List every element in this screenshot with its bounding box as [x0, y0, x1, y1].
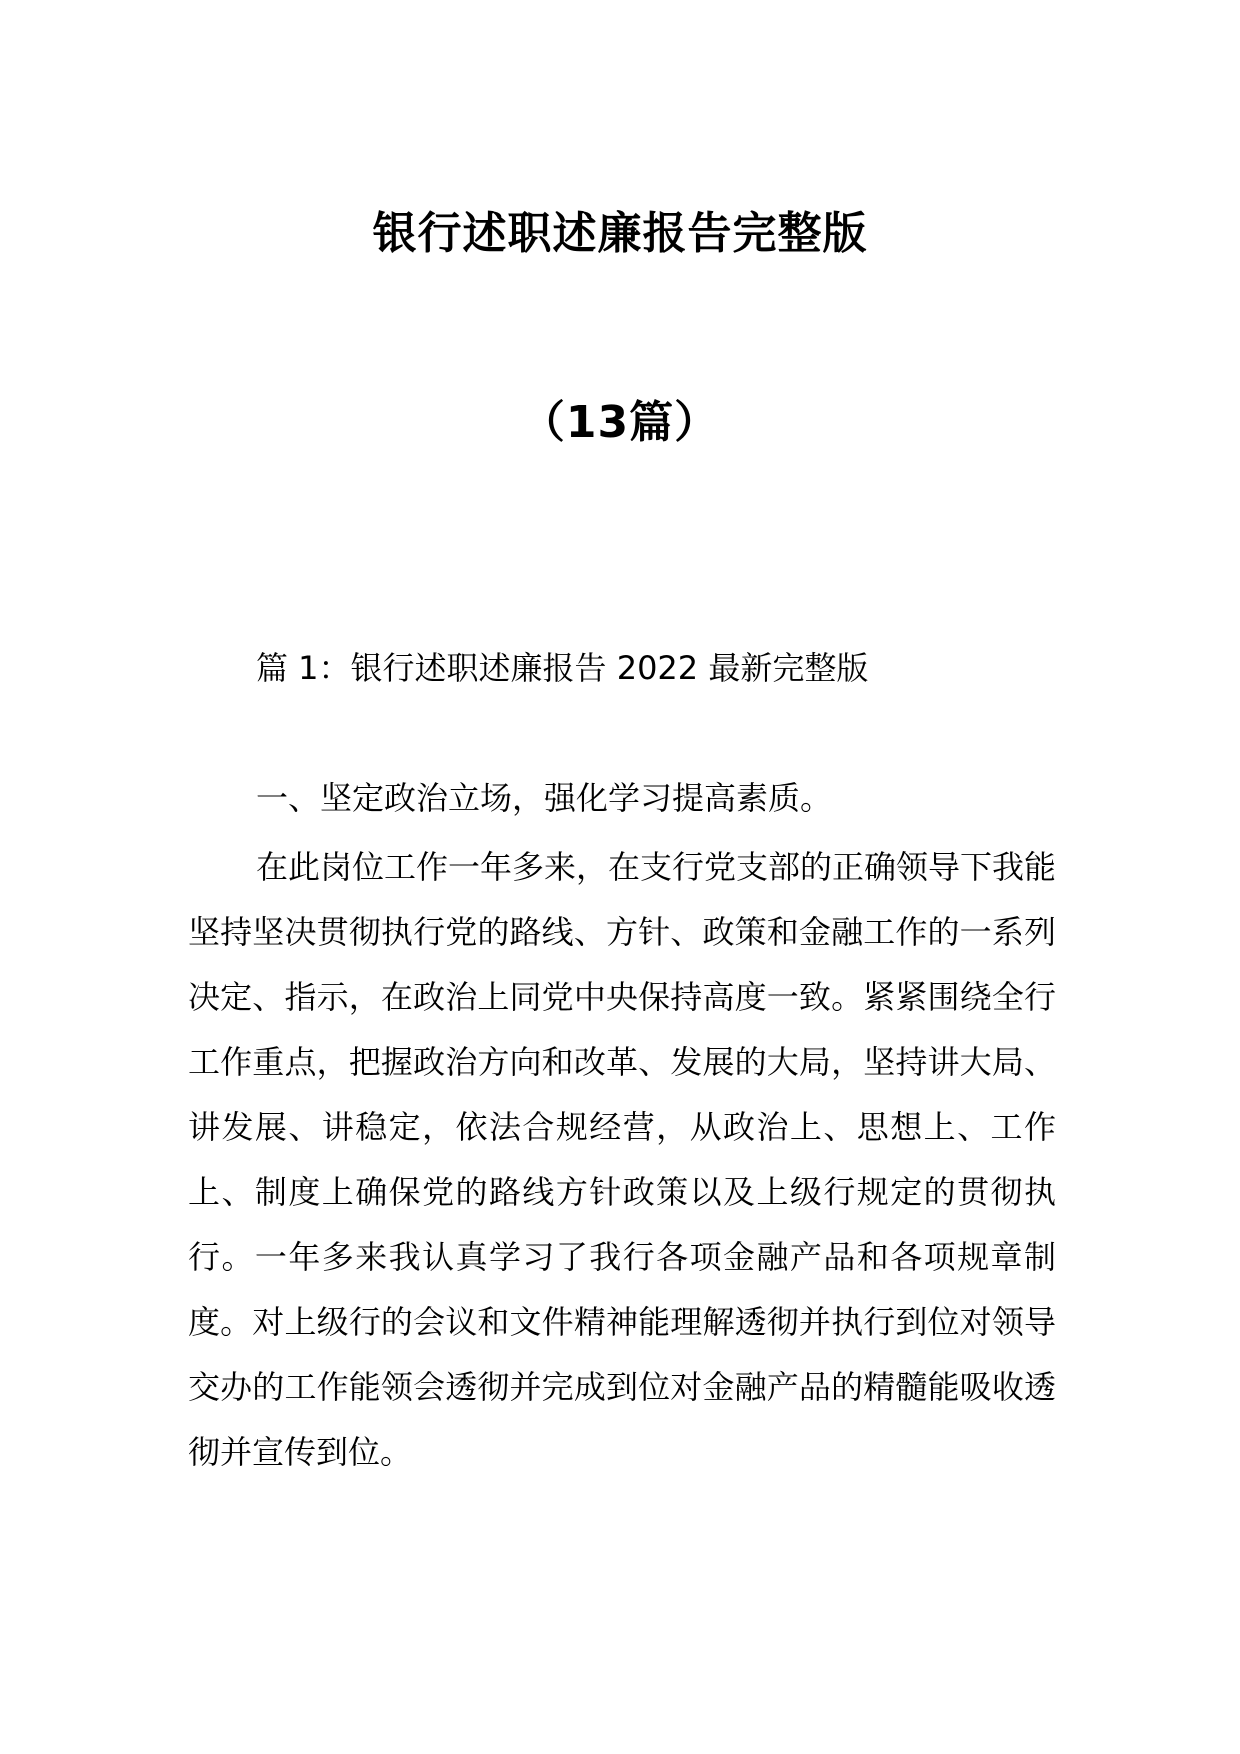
body-paragraph: 在此岗位工作一年多来，在支行党支部的正确领导下我能坚持坚决贯彻执行党的路线、方针、政策和金融工作的一系列决定、指示，在政治上同党中央保持高度一致。紧紧围绕全行工作重点，把握政治方向和改革、发展的大局，坚持讲大局、讲发展、讲稳定，依法合规经营，从政治上、思想上、工作上、制度上确保党的路线方针政策以及上级行规定的贯彻执行。一年多来我认真学习了我行各项金融产品和各项规章制度。对上级行的会议和文件精神能理解透彻并执行到位对领导交办的工作能领会透彻并完成到位对金融产品的精髓能吸收透彻并宣传到位。 [188, 848, 1057, 1471]
document-subtitle: （13篇） [520, 397, 720, 448]
section-heading: 一、坚定政治立场，强化学习提高素质。 [256, 779, 833, 817]
document-title: 银行述职述廉报告完整版 [372, 208, 868, 259]
chapter-heading: 篇 1：银行述职述廉报告 2022 最新完整版 [256, 649, 869, 687]
